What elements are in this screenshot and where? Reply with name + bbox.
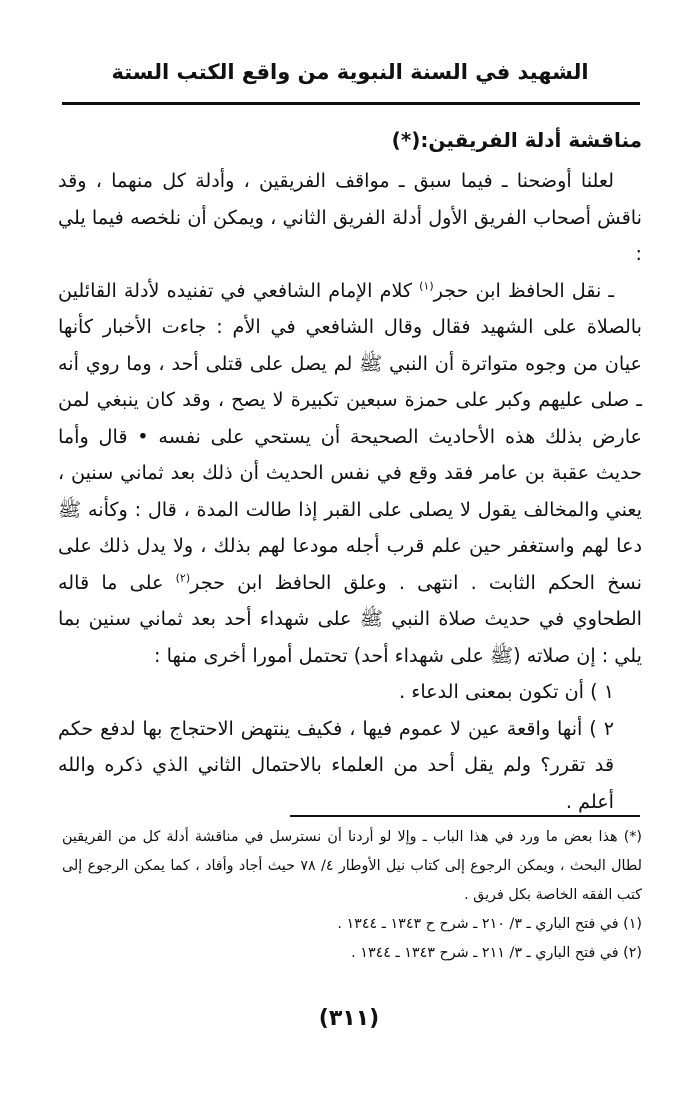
paragraph-intro: لعلنا أوضحنا ـ فيما سبق ـ مواقف الفريقين ، وأدلة كل منهما ، وقد ناقش أصحاب الفريق الأول أدلة الفريق الثاني ، ويمكن أن نلخصه فيما يلي : [58, 169, 642, 265]
footnote-rule [290, 815, 640, 817]
page-number: (٣١١) [318, 1006, 380, 1031]
list-item-2: ٢ ) أنها واقعة عين لا عموم فيها ، فكيف ينتهض الاحتجاج بها لدفع حكم قد تقرر؟ ولم يقل أحد من العلماء بالاحتمال الثاني الذي ذكره والله أعلم . [58, 716, 614, 813]
footnote-ref-1: (١) [419, 279, 434, 293]
header-rule [62, 102, 640, 105]
paragraph-quote-part-b: كلام الإمام الشافعي في تفنيده لأدلة القائلين بالصلاة على الشهيد فقال وقال الشافعي في الأم : جاءت الأخبار كأنها عيان من وجوه متواترة أن النبي ﷺ لم يصل على قتلى أحد ، وما روي أنه ـ صلى عليهم وكبر على حمزة سبعين تكبيرة لا يصح ، وقد كان ينبغي لمن عارض بذلك هذه الأحاديث الصحيحة أن يستحي على نفسه • قال وأما حديث عقبة بن عامر فقد وقع في نفس الحديث أن ذلك بعد ثماني سنين ، يعني والمخالف يقول لا يصلى على القبر إذا طالت المدة ، قال : وكأنه ﷺ دعا لهم واستغفر حين علم قرب أجله مودعا لهم بذلك ، ولا يدل ذلك على نسخ الحكم الثابت . انتهى . وعلق الحافظ ابن حجر [58, 278, 642, 594]
paragraph-quote-part-a: ـ نقل الحافظ ابن حجر [433, 278, 614, 302]
footnote-ref-2: (٢) [175, 571, 191, 585]
footnotes [62, 823, 642, 968]
footnote-1: (١) في فتح الباري ـ ٣/ ٢١٠ ـ شرح ح ١٣٤٣ ـ ١٣٤٤ . [337, 916, 642, 932]
paragraph-quote [58, 273, 642, 675]
section-title: مناقشة أدلة الفريقين:(*) [391, 128, 642, 152]
running-title: الشهيد في السنة النبوية من واقع الكتب الستة [111, 60, 589, 84]
main-text [58, 118, 642, 820]
footnote-star: (*) هذا بعض ما ورد في هذا الباب ـ وإلا لو أردنا أن نسترسل في مناقشة أدلة كل من الفريقين لطال البحث ، ويمكن الرجوع إلى كتاب نيل الأوطار ٤/ ٧٨ حيث أجاد وأفاد ، كما يمكن الرجوع إلى كتب الفقه الخاصة بكل فريق . [62, 829, 642, 903]
list-item-1: ١ ) أن تكون بمعنى الدعاء . [399, 680, 614, 703]
paragraph-quote-part-c: على ما قاله الطحاوي في حديث صلاة النبي ﷺ على شهداء أحد بعد ثماني سنين بما يلي : إن صلاته (ﷺ على شهداء أحد) تحتمل أمورا أخرى منها : [58, 570, 642, 667]
footnote-2: (٢) في فتح الباري ـ ٣/ ٢١١ ـ شرح ١٣٤٣ ـ ١٣٤٤ . [351, 945, 642, 961]
